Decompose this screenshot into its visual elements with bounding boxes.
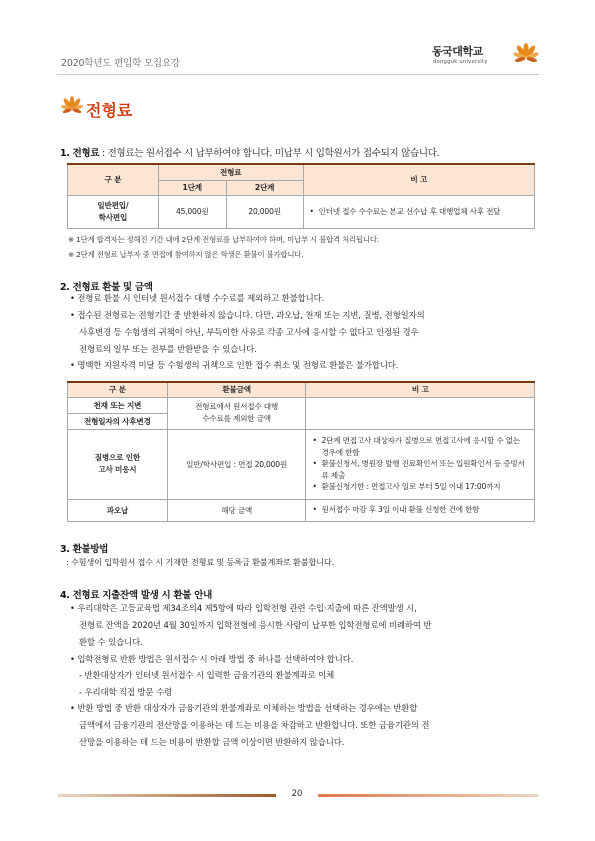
fee-col-fee: 전형료 — [158, 164, 303, 180]
header-title: 2020학년도 편입학 모집요강 — [61, 58, 180, 69]
s2-bullet-2: • 접수된 전형료는 전형기간 중 반환하지 않습니다. 다만, 과오납, 천재 또는 지변, 질병, 전형일자의 — [70, 310, 425, 320]
s4-line-4: • 입학전형료 반환 방법은 원서접수 시 아래 방법 중 하나를 선택하여야 합니다. — [70, 654, 354, 664]
page-number: 20 — [291, 789, 303, 799]
s2-bullet-3: • 명백한 지원자격 미달 등 수험생의 귀책으로 인한 접수 취소 및 전형료 환불은 불가합니다. — [70, 360, 399, 370]
refund-r2-label-line2: 고사 미응시 — [98, 465, 137, 474]
fee-col-note: 비 고 — [303, 164, 534, 195]
logo-subtext: dongguk university — [433, 59, 488, 65]
footer-rule-left — [58, 794, 276, 797]
s4-line-2: 전형료 잔액을 2020년 4월 30일까지 입학전형에 응시한 사람이 납부한 입학전형료에 비례하여 반 — [79, 620, 432, 630]
refund-col-amount: 환불금액 — [167, 382, 306, 397]
s3-heading: 3. 환불방법 — [60, 544, 109, 555]
section-title: 전형료 — [86, 101, 133, 120]
s4-line-6: - 우리대학 직접 방문 수령 — [79, 687, 173, 697]
refund-r2-label — [68, 429, 168, 499]
s1-heading-rest: : 전형료는 원서접수 시 납부하여야 합니다. 미납부 시 입학원서가 접수되지 않습니다. — [99, 148, 440, 159]
s1-heading-label: 1. 전형료 — [60, 148, 100, 159]
fee-stage2-value: 20,000원 — [226, 195, 303, 228]
fee-col-stage1: 1단계 — [158, 180, 226, 195]
refund-r3-label: 과오납 — [68, 499, 168, 521]
header-divider — [57, 74, 539, 75]
s1-heading — [60, 145, 439, 159]
fee-row-label-line2: 학사편입 — [98, 212, 128, 222]
s4-line-7: • 반환 방법 중 반환 대상자가 금융기관의 환불계좌로 이체하는 방법을 선택하는 경우에는 반환할 — [70, 703, 418, 713]
fee-note-value: • 인터넷 접수 수수료는 본교 선수납 후 대행업체 사후 전달 — [310, 206, 528, 217]
fee-col-gubun: 구 분 — [68, 164, 159, 195]
s4-line-3: 환할 수 있습니다. — [79, 637, 143, 647]
lotus-icon — [60, 96, 84, 118]
s4-heading: 4. 전형료 지출잔액 발생 시 환불 안내 — [60, 590, 212, 601]
s2-bullet-2-cont-1: 사후변경 등 수험생의 귀책이 아닌, 부득이한 사유로 각종 고사에 응시할 수 없다고 인정된 경우 — [79, 327, 419, 337]
fee-note-cell — [303, 195, 534, 228]
fee-note-1: ※ 1단계 합격자는 정해진 기간 내에 2단계 전형료를 납부하여야 하며, 미납부 시 불합격 처리됩니다. — [68, 235, 379, 244]
refund-r3-note-cell — [306, 499, 535, 521]
refund-r2-label-line1: 질병으로 인한 — [94, 453, 140, 462]
s4-line-8: 금액에서 금융기관의 전산망을 이용하는 데 드는 비용을 차감하고 반환합니다. 또한 금융기관의 전 — [79, 720, 430, 730]
refund-r3-amount: 해당 금액 — [167, 499, 306, 521]
fee-row-label-line1: 일반편입/ — [97, 200, 129, 210]
s2-bullet-1: • 전형료 환불 시 인터넷 원서접수 대행 수수료를 제외하고 환불합니다. — [70, 293, 325, 303]
refund-r1-label-b: 전형일자의 사후변경 — [68, 413, 168, 429]
fee-note-2: ※ 2단계 전형료 납부자 중 면접에 참여하지 않은 학생은 환불이 불가합니다. — [68, 250, 304, 259]
lotus-icon — [512, 42, 540, 70]
fee-col-stage2: 2단계 — [226, 180, 303, 195]
refund-r3-note: • 원서접수 마감 후 3일 이내 환불 신청한 건에 한함 — [312, 504, 534, 515]
refund-r2-note-3: • 환불신청기한 : 면접고사 일로 부터 5일 이내 17:00까지 — [312, 481, 528, 492]
refund-r2-note-1: • 2단계 면접고사 대상자가 질병으로 면접고사에 응시할 수 없는 경우에 한함 — [312, 435, 528, 458]
logo-text: 동국대학교 — [432, 45, 483, 58]
s4-line-5: - 반환대상자가 인터넷 원서접수 시 입력한 금융기관의 환불계좌로 이체 — [79, 670, 335, 680]
refund-r2-note-cell — [306, 429, 535, 499]
fee-table — [67, 163, 535, 229]
fee-row-label — [68, 195, 159, 228]
refund-r1-amount-line1: 전형료에서 원서접수 대행 — [195, 402, 279, 411]
s4-line-9: 산망을 이용하는 데 드는 비용이 반환할 금액 이상이면 반환하지 않습니다. — [79, 737, 345, 747]
s2-bullet-2-cont-2: 전형료의 일부 또는 전부를 반환받을 수 있습니다. — [79, 344, 257, 354]
refund-r1-amount-line2: 수수료를 제외한 금액 — [202, 414, 271, 423]
refund-r2-note-2: • 환불신청서, 병원장 발행 진료확인서 또는 입원확인서 등 증빙서류 제출 — [312, 458, 528, 481]
s4-line-1: • 우리대학은 고등교육법 제34조의4 제5항에 따라 입학전형 관련 수입·지출에 따른 잔액발생 시, — [70, 603, 417, 613]
refund-r1-label-a: 천재 또는 지변 — [68, 397, 168, 413]
refund-col-note: 비 고 — [306, 382, 535, 397]
university-logo — [432, 42, 542, 72]
page-header — [0, 0, 595, 80]
fee-stage1-value: 45,000원 — [158, 195, 226, 228]
refund-r1-amount — [167, 397, 306, 429]
refund-table — [67, 381, 535, 522]
s3-text: : 수험생이 입학원서 접수 시 기재한 전형료 및 등록금 환불계좌로 환불합니다. — [66, 557, 334, 567]
refund-col-gubun: 구 분 — [68, 382, 168, 397]
footer-rule-right — [318, 794, 538, 797]
s2-heading: 2. 전형료 환불 및 금액 — [60, 282, 153, 293]
refund-r2-amount: 일반/학사편입 : 면접 20,000원 — [167, 429, 306, 499]
refund-r1-note — [306, 397, 535, 429]
